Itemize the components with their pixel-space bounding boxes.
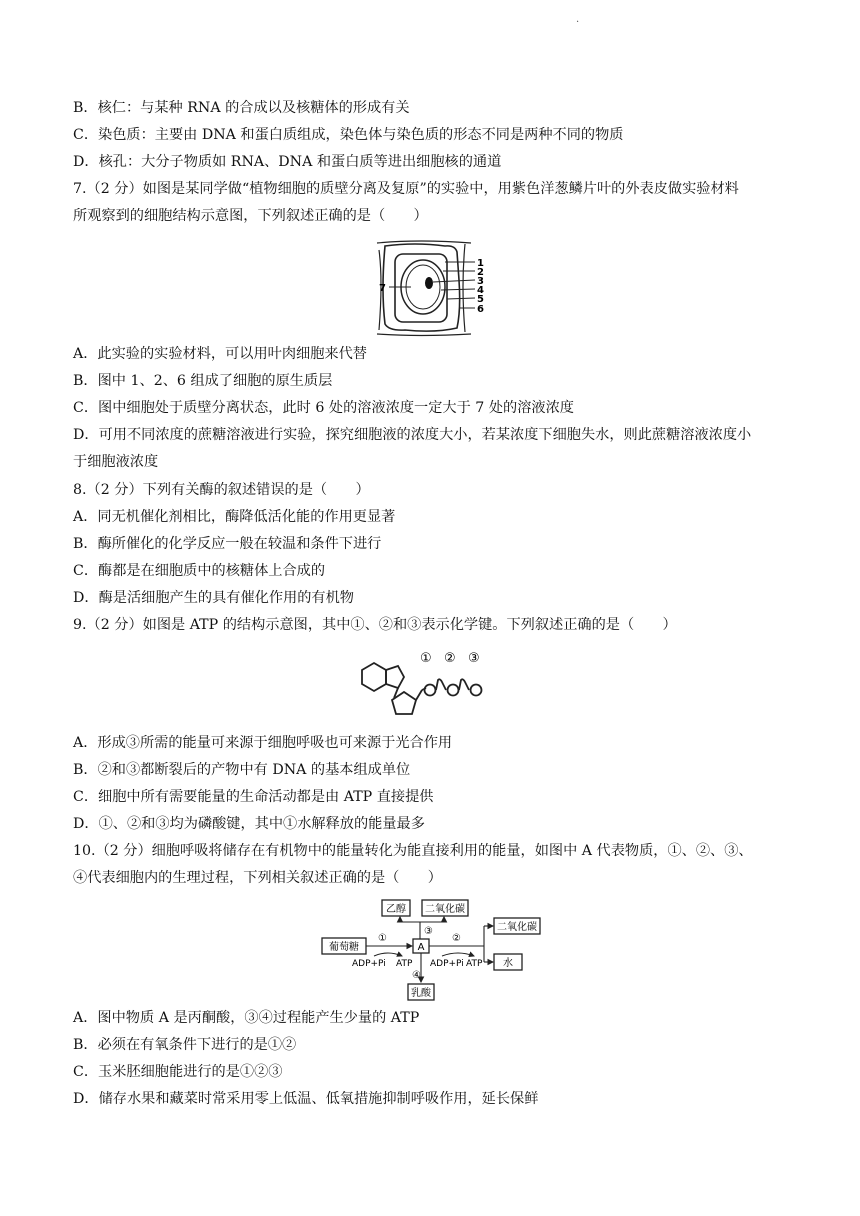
q10-box-glucose: 葡萄糖	[329, 942, 359, 953]
q9-atp-structure-figure	[348, 648, 518, 720]
q7-label-4: 4	[477, 285, 484, 296]
q9-bond-label-1: ①	[420, 651, 432, 666]
q9-option-b: B．②和③都断裂后的产物中有 DNA 的基本组成单位	[73, 762, 411, 778]
q10-box-ethanol: 乙醇	[386, 904, 406, 915]
q9-bond-label-3: ③	[468, 651, 480, 666]
q10-atp-1: ATP	[396, 959, 413, 969]
q8-stem: 8.（2 分）下列有关酶的叙述错误的是（ ）	[73, 482, 370, 498]
q7-option-d-line2: 于细胞液浓度	[73, 454, 159, 470]
q10-adp-1: ADP+Pi	[352, 959, 386, 969]
q7-option-a: A．此实验的实验材料，可以用叶肉细胞来代替	[73, 346, 367, 362]
q10-stem-line1: 10.（2 分）细胞呼吸将储存在有机物中的能量转化为能直接利用的能量，如图中 A 代表物质，①、②、③、	[73, 843, 753, 859]
q6-option-d: D．核孔：大分子物质如 RNA、DNA 和蛋白质等进出细胞核的通道	[73, 154, 502, 170]
q10-adp-2: ADP+Pi	[430, 959, 464, 969]
q7-label-7: 7	[379, 283, 386, 294]
q9-option-c: C．细胞中所有需要能量的生命活动都是由 ATP 直接提供	[73, 789, 434, 805]
header-dot: .	[576, 14, 580, 25]
q10-box-co2-right: 二氧化碳	[497, 922, 537, 933]
q7-option-c: C．图中细胞处于质壁分离状态，此时 6 处的溶液浓度一定大于 7 处的溶液浓度	[73, 400, 574, 416]
q8-option-c: C．酶都是在细胞质中的核糖体上合成的	[73, 563, 326, 579]
q10-option-c: C．玉米胚细胞能进行的是①②③	[73, 1064, 283, 1080]
q9-bond-label-2: ②	[444, 651, 456, 666]
q10-process-4: ④	[412, 970, 421, 981]
q8-option-d: D．酶是活细胞产生的具有催化作用的有机物	[73, 590, 354, 606]
q7-label-5: 5	[477, 294, 484, 305]
q7-option-b: B．图中 1、2、6 组成了细胞的原生质层	[73, 373, 333, 389]
q10-respiration-diagram	[318, 894, 548, 1002]
q8-option-b: B．酶所催化的化学反应一般在较温和条件下进行	[73, 536, 382, 552]
q10-box-water: 水	[503, 958, 513, 969]
q7-label-3: 3	[477, 276, 484, 287]
q6-option-c: C．染色质：主要由 DNA 和蛋白质组成，染色体与染色质的形态不同是两种不同的物质	[73, 127, 624, 143]
q10-box-lactic: 乳酸	[411, 988, 431, 999]
q6-option-b: B．核仁：与某种 RNA 的合成以及核糖体的形成有关	[73, 100, 410, 116]
q10-process-1: ①	[378, 933, 387, 944]
q7-label-2: 2	[477, 267, 484, 278]
q7-label-6: 6	[477, 304, 484, 315]
q9-option-d: D．①、②和③均为磷酸键，其中①水解释放的能量最多	[73, 816, 425, 832]
q10-atp-2: ATP	[466, 959, 483, 969]
q10-option-a: A．图中物质 A 是丙酮酸，③④过程能产生少量的 ATP	[73, 1010, 420, 1026]
q7-stem-line2: 所观察到的细胞结构示意图，下列叙述正确的是（ ）	[73, 208, 428, 224]
q7-plant-cell-figure	[375, 240, 495, 336]
q10-stem-line2: ④代表细胞内的生理过程，下列相关叙述正确的是（ ）	[73, 870, 442, 886]
q10-box-co2-top: 二氧化碳	[425, 904, 465, 915]
q10-process-3: ③	[424, 926, 433, 937]
q8-option-a: A．同无机催化剂相比，酶降低活化能的作用更显著	[73, 509, 396, 525]
q7-option-d-line1: D．可用不同浓度的蔗糖溶液进行实验，探究细胞液的浓度大小，若某浓度下细胞失水，则此蔗糖溶液浓度小	[73, 427, 752, 443]
q10-box-a: A	[417, 942, 425, 953]
q9-stem: 9.（2 分）如图是 ATP 的结构示意图，其中①、②和③表示化学键。下列叙述正确的是（ ）	[73, 617, 677, 633]
q9-option-a: A．形成③所需的能量可来源于细胞呼吸也可来源于光合作用	[73, 735, 453, 751]
q7-stem-line1: 7.（2 分）如图是某同学做“植物细胞的质壁分离及复原”的实验中，用紫色洋葱鳞片叶的外表皮做实验材料	[73, 181, 739, 197]
q10-option-d: D．储存水果和藏菜时常采用零上低温、低氧措施抑制呼吸作用，延长保鲜	[73, 1091, 539, 1107]
q10-process-2: ②	[452, 933, 461, 944]
q10-option-b: B．必须在有氧条件下进行的是①②	[73, 1037, 297, 1053]
q7-label-1: 1	[477, 258, 484, 269]
